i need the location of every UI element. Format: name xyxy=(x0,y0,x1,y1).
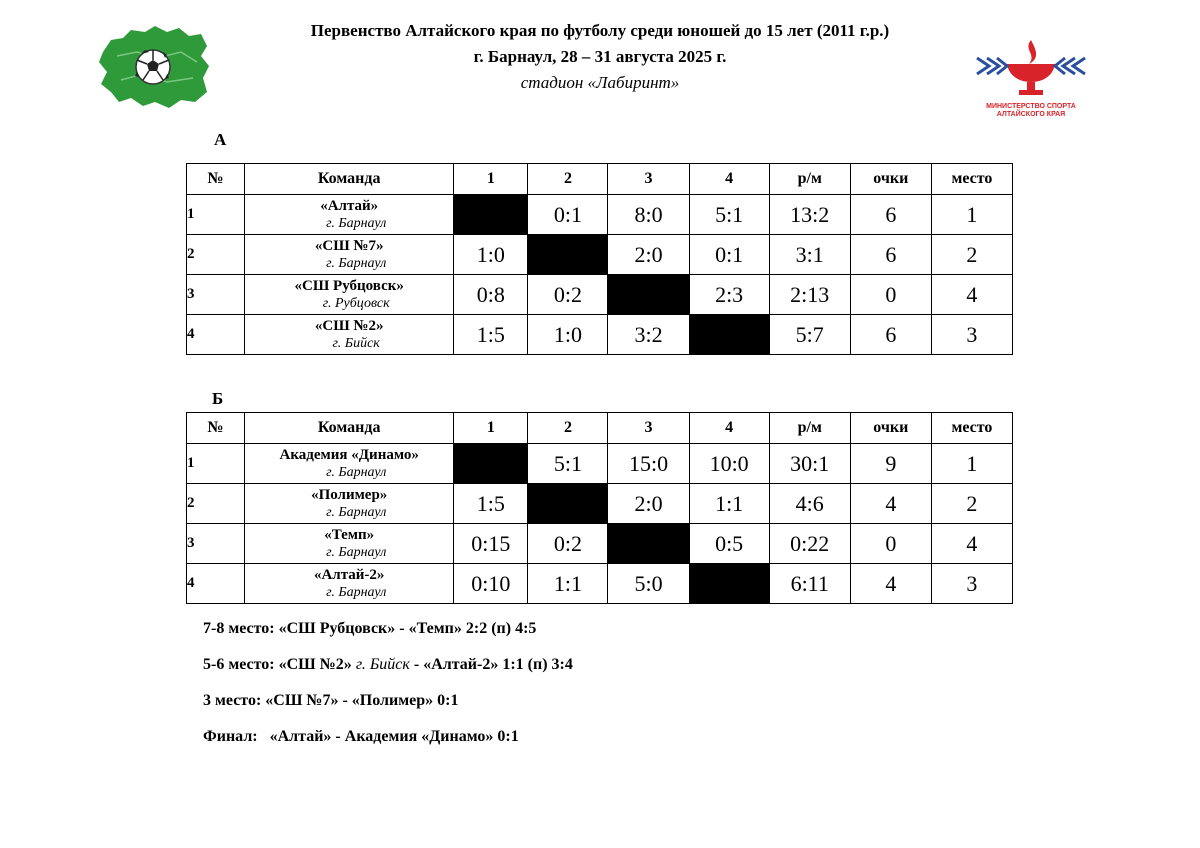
goal-ratio: 6:11 xyxy=(769,564,850,604)
place: 4 xyxy=(931,275,1012,315)
match-score: 0:1 xyxy=(528,195,608,235)
col-team: Команда xyxy=(245,164,454,195)
team-city: г. Рубцовск xyxy=(322,295,390,311)
team-number: 1 xyxy=(187,195,245,235)
table-header-row xyxy=(187,164,1013,195)
table-row xyxy=(187,315,1013,355)
match-score: 5:1 xyxy=(528,444,608,484)
col-place: место xyxy=(931,413,1012,444)
match-score: 0:1 xyxy=(689,235,769,275)
col-1: 1 xyxy=(454,164,528,195)
result-final: Финал: «Алтай» - Академия «Динамо» 0:1 xyxy=(203,728,519,745)
col-team: Команда xyxy=(245,413,454,444)
table-row xyxy=(187,564,1013,604)
team-cell xyxy=(245,524,454,564)
goal-ratio: 30:1 xyxy=(769,444,850,484)
group-b-table xyxy=(186,412,1013,604)
place: 2 xyxy=(931,235,1012,275)
goal-ratio: 2:13 xyxy=(769,275,850,315)
team-name: «Полимер» xyxy=(311,486,388,503)
group-b-label: Б xyxy=(212,389,224,408)
team-cell xyxy=(245,275,454,315)
match-score: 1:0 xyxy=(454,235,528,275)
col-goals: р/м xyxy=(769,413,850,444)
points: 4 xyxy=(850,484,931,524)
diagonal-cell xyxy=(608,275,689,315)
team-cell xyxy=(245,235,454,275)
col-points: очки xyxy=(850,164,931,195)
match-score: 15:0 xyxy=(608,444,689,484)
match-score: 2:3 xyxy=(689,275,769,315)
diagonal-cell xyxy=(528,484,608,524)
col-num: № xyxy=(187,413,245,444)
result-5-6-part2: - «Алтай-2» 1:1 (п) 3:4 xyxy=(409,656,573,673)
team-name: «Алтай-2» xyxy=(313,566,385,583)
col-goals: р/м xyxy=(769,164,850,195)
team-number: 3 xyxy=(187,275,245,315)
points: 0 xyxy=(850,275,931,315)
stadium-name: стадион «Лабиринт» xyxy=(520,73,680,92)
team-city: г. Барнаул xyxy=(326,255,387,271)
result-5-6-place xyxy=(203,656,573,674)
ministry-logo xyxy=(975,38,1087,118)
team-city: г. Барнаул xyxy=(326,584,387,600)
table-row xyxy=(187,275,1013,315)
place: 4 xyxy=(931,524,1012,564)
team-city: г. Барнаул xyxy=(326,544,387,560)
result-5-6-part1: 5-6 место: «СШ №2» xyxy=(203,656,356,673)
points: 6 xyxy=(850,235,931,275)
place: 1 xyxy=(931,195,1012,235)
table-row xyxy=(187,235,1013,275)
col-3: 3 xyxy=(608,164,689,195)
team-city: г. Барнаул xyxy=(326,464,387,480)
col-4: 4 xyxy=(689,413,769,444)
diagonal-cell xyxy=(608,524,689,564)
tournament-dates: г. Барнаул, 28 – 31 августа 2025 г. xyxy=(473,47,727,66)
ministry-name-line2: АЛТАЙСКОГО КРАЯ xyxy=(996,111,1066,118)
team-name: «СШ Рубцовск» xyxy=(294,277,404,294)
result-3-place: 3 место: «СШ №7» - «Полимер» 0:1 xyxy=(203,692,459,709)
match-score: 0:15 xyxy=(454,524,528,564)
col-num: № xyxy=(187,164,245,195)
col-4: 4 xyxy=(689,164,769,195)
team-cell xyxy=(245,564,454,604)
points: 4 xyxy=(850,564,931,604)
diagonal-cell xyxy=(528,235,608,275)
team-number: 1 xyxy=(187,444,245,484)
team-cell xyxy=(245,195,454,235)
match-score: 0:10 xyxy=(454,564,528,604)
team-city: г. Барнаул xyxy=(326,215,387,231)
team-name: «СШ №2» xyxy=(314,317,384,334)
col-points: очки xyxy=(850,413,931,444)
place: 3 xyxy=(931,315,1012,355)
team-number: 3 xyxy=(187,524,245,564)
points: 6 xyxy=(850,315,931,355)
diagonal-cell xyxy=(454,195,528,235)
team-name: «Темп» xyxy=(324,526,375,543)
group-a-label: А xyxy=(214,130,227,149)
match-score: 1:5 xyxy=(454,315,528,355)
result-5-6-city: г. Бийск xyxy=(355,656,410,673)
points: 6 xyxy=(850,195,931,235)
table-row xyxy=(187,444,1013,484)
place: 3 xyxy=(931,564,1012,604)
match-score: 0:2 xyxy=(528,275,608,315)
place: 1 xyxy=(931,444,1012,484)
diagonal-cell xyxy=(689,315,769,355)
team-number: 4 xyxy=(187,564,245,604)
match-score: 2:0 xyxy=(608,484,689,524)
table-row xyxy=(187,484,1013,524)
team-name: Академия «Динамо» xyxy=(279,446,419,463)
result-7-8-place: 7-8 место: «СШ Рубцовск» - «Темп» 2:2 (п) 4:5 xyxy=(203,620,537,637)
altai-region-ball-logo xyxy=(97,22,212,110)
match-score: 0:5 xyxy=(689,524,769,564)
tournament-title: Первенство Алтайского края по футболу среди юношей до 15 лет (2011 г.р.) xyxy=(310,21,890,40)
match-score: 1:1 xyxy=(689,484,769,524)
goal-ratio: 13:2 xyxy=(769,195,850,235)
diagonal-cell xyxy=(454,444,528,484)
match-score: 5:0 xyxy=(608,564,689,604)
table-row xyxy=(187,195,1013,235)
place: 2 xyxy=(931,484,1012,524)
match-score: 0:2 xyxy=(528,524,608,564)
match-score: 1:5 xyxy=(454,484,528,524)
match-score: 8:0 xyxy=(608,195,689,235)
goal-ratio: 5:7 xyxy=(769,315,850,355)
diagonal-cell xyxy=(689,564,769,604)
col-place: место xyxy=(931,164,1012,195)
table-header-row xyxy=(187,413,1013,444)
ministry-emblem-icon xyxy=(975,38,1087,98)
team-number: 2 xyxy=(187,235,245,275)
col-2: 2 xyxy=(528,413,608,444)
team-name: «Алтай» xyxy=(320,197,379,214)
col-1: 1 xyxy=(454,413,528,444)
match-score: 1:0 xyxy=(528,315,608,355)
goal-ratio: 0:22 xyxy=(769,524,850,564)
team-cell xyxy=(245,484,454,524)
col-2: 2 xyxy=(528,164,608,195)
team-city: г. Барнаул xyxy=(326,504,387,520)
match-score: 2:0 xyxy=(608,235,689,275)
col-3: 3 xyxy=(608,413,689,444)
points: 0 xyxy=(850,524,931,564)
match-score: 0:8 xyxy=(454,275,528,315)
goal-ratio: 3:1 xyxy=(769,235,850,275)
team-number: 4 xyxy=(187,315,245,355)
group-a-table xyxy=(186,163,1013,355)
team-cell xyxy=(245,315,454,355)
match-score: 10:0 xyxy=(689,444,769,484)
match-score: 1:1 xyxy=(528,564,608,604)
points: 9 xyxy=(850,444,931,484)
team-cell xyxy=(245,444,454,484)
team-city: г. Бийск xyxy=(332,335,380,351)
team-name: «СШ №7» xyxy=(314,237,384,254)
team-number: 2 xyxy=(187,484,245,524)
goal-ratio: 4:6 xyxy=(769,484,850,524)
table-row xyxy=(187,524,1013,564)
match-score: 3:2 xyxy=(608,315,689,355)
ministry-name-line1: МИНИСТЕРСТВО СПОРТА xyxy=(986,103,1076,110)
match-score: 5:1 xyxy=(689,195,769,235)
